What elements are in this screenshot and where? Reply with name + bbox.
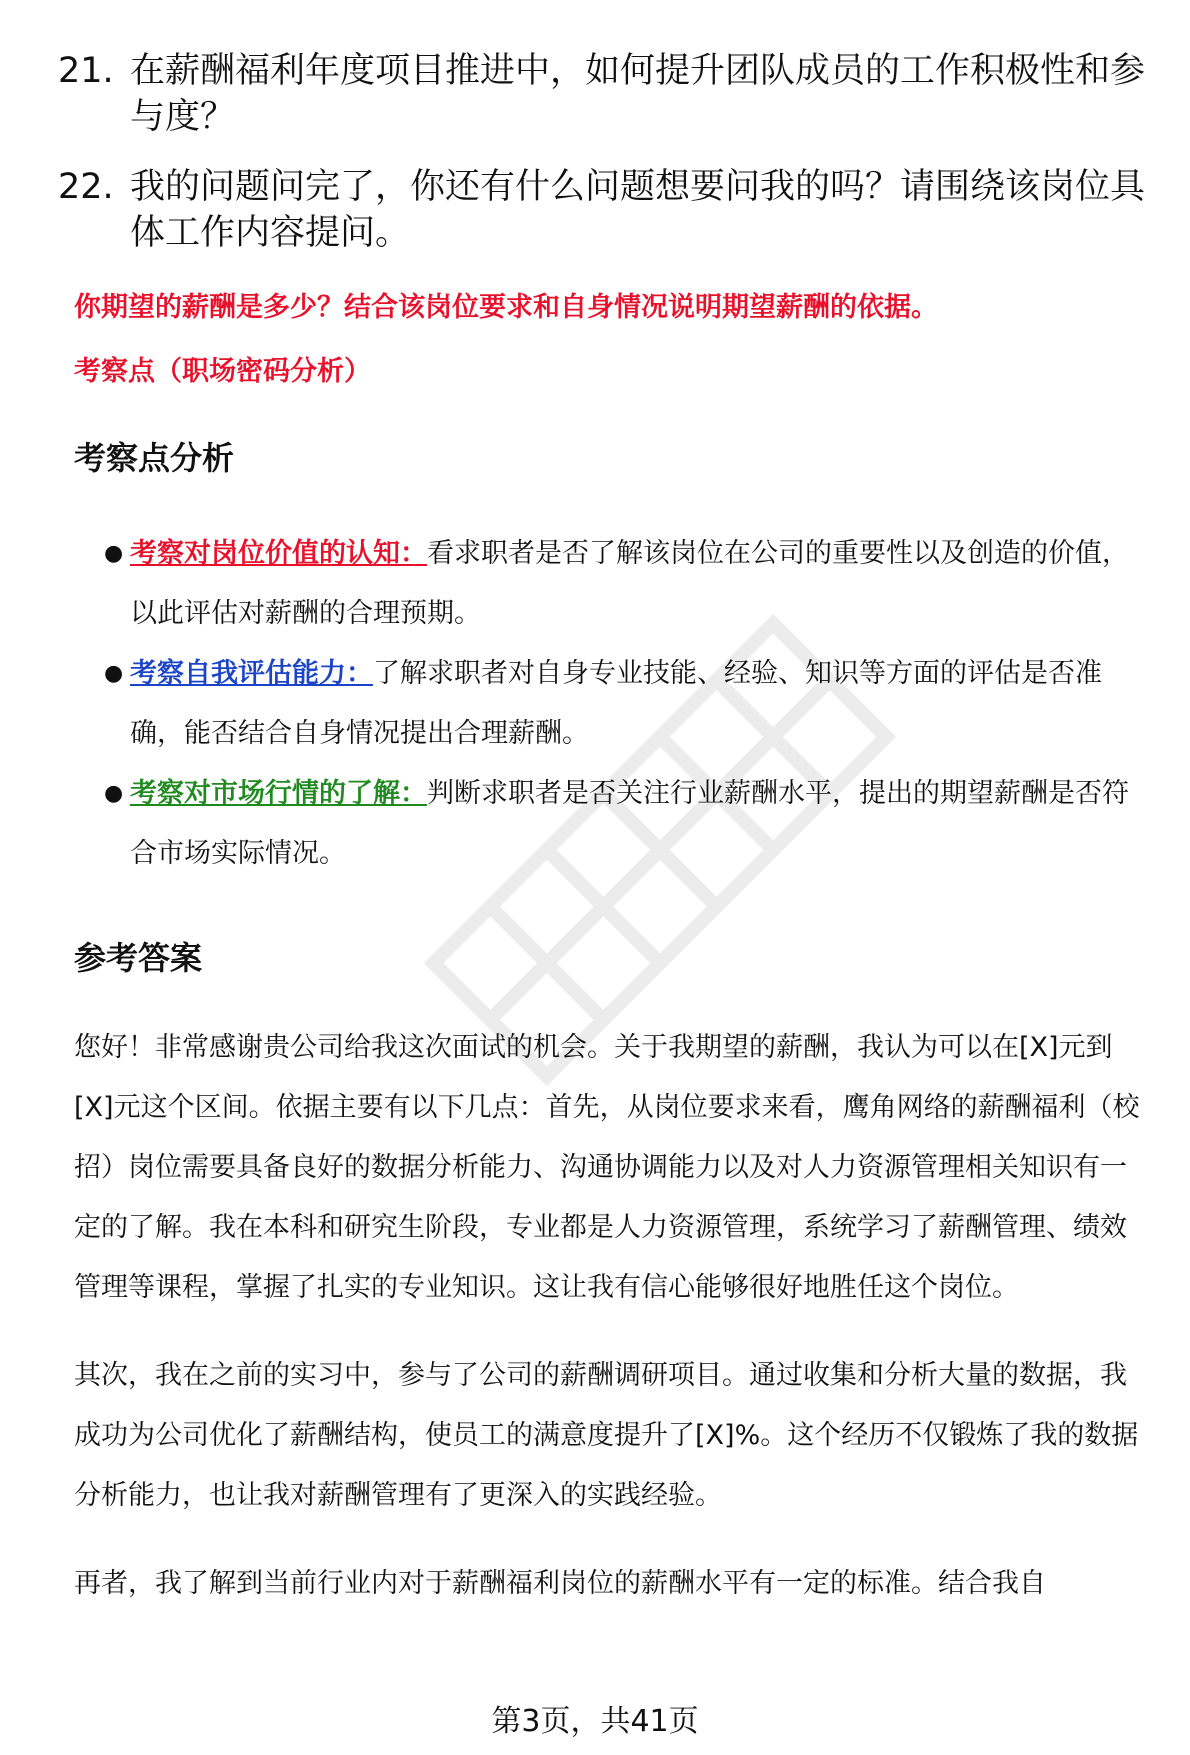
analysis-item <box>0 764 1190 884</box>
question-item <box>0 164 1190 256</box>
answer-heading: 参考答案 <box>74 939 203 977</box>
question-item <box>0 48 1190 140</box>
question-text: 我的问题问完了，你还有什么问题想要问我的吗？请围绕该岗位具体工作内容提问。 <box>130 167 1146 253</box>
question-number: 22. <box>58 167 114 207</box>
question-number: 21. <box>58 51 114 91</box>
analysis-text: 看求职者是否了解该岗位在公司的重要性以及创造的价值，以此评估对薪酬的合理预期。 <box>130 538 1129 629</box>
question-text: 在薪酬福利年度项目推进中，如何提升团队成员的工作积极性和参与度？ <box>130 51 1146 137</box>
analysis-label: 考察对市场行情的了解： <box>130 778 427 809</box>
bullet-icon: ● <box>104 781 124 806</box>
analysis-label: 考察对岗位价值的认知： <box>130 538 427 569</box>
analysis-item <box>0 524 1190 644</box>
bullet-icon: ● <box>104 661 124 686</box>
answer-paragraph: 您好！非常感谢贵公司给我这次面试的机会。关于我期望的薪酬，我认为可以在[X]元到[X]元这个区间。依据主要有以下几点：首先，从岗位要求来看，鹰角网络的薪酬福利（校招）岗位需要具备良好的数据分析能力、沟通协调能力以及对人力资源管理相关知识有一定的了解。我在本科和研究生阶段，专业都是人力资源管理，系统学习了薪酬管理、绩效管理等课程，掌握了扎实的专业知识。这让我有信心能够很好地胜任这个岗位。 <box>74 1032 1140 1303</box>
page-footer: 第3页，共41页 <box>491 1704 699 1739</box>
answer-paragraph: 其次，我在之前的实习中，参与了公司的薪酬调研项目。通过收集和分析大量的数据，我成功为公司优化了薪酬结构，使员工的满意度提升了[X]%。这个经历不仅锻炼了我的数据分析能力，也让我对薪酬管理有了更深入的实践经验。 <box>74 1360 1139 1511</box>
question-list <box>0 48 1190 256</box>
focus-title: 考察点（职场密码分析） <box>74 356 371 387</box>
analysis-list <box>0 524 1190 884</box>
analysis-label: 考察自我评估能力： <box>130 658 373 689</box>
answer-paragraph: 再者，我了解到当前行业内对于薪酬福利岗位的薪酬水平有一定的标准。结合我自 <box>74 1568 1046 1599</box>
highlight-question: 你期望的薪酬是多少？结合该岗位要求和自身情况说明期望薪酬的依据。 <box>74 292 938 323</box>
bullet-icon: ● <box>104 541 124 566</box>
analysis-item <box>0 644 1190 764</box>
analysis-heading: 考察点分析 <box>74 439 235 477</box>
analysis-text: 判断求职者是否关注行业薪酬水平，提出的期望薪酬是否符合市场实际情况。 <box>130 778 1129 869</box>
analysis-text: 了解求职者对自身专业技能、经验、知识等方面的评估是否准确，能否结合自身情况提出合理薪酬。 <box>130 658 1102 749</box>
